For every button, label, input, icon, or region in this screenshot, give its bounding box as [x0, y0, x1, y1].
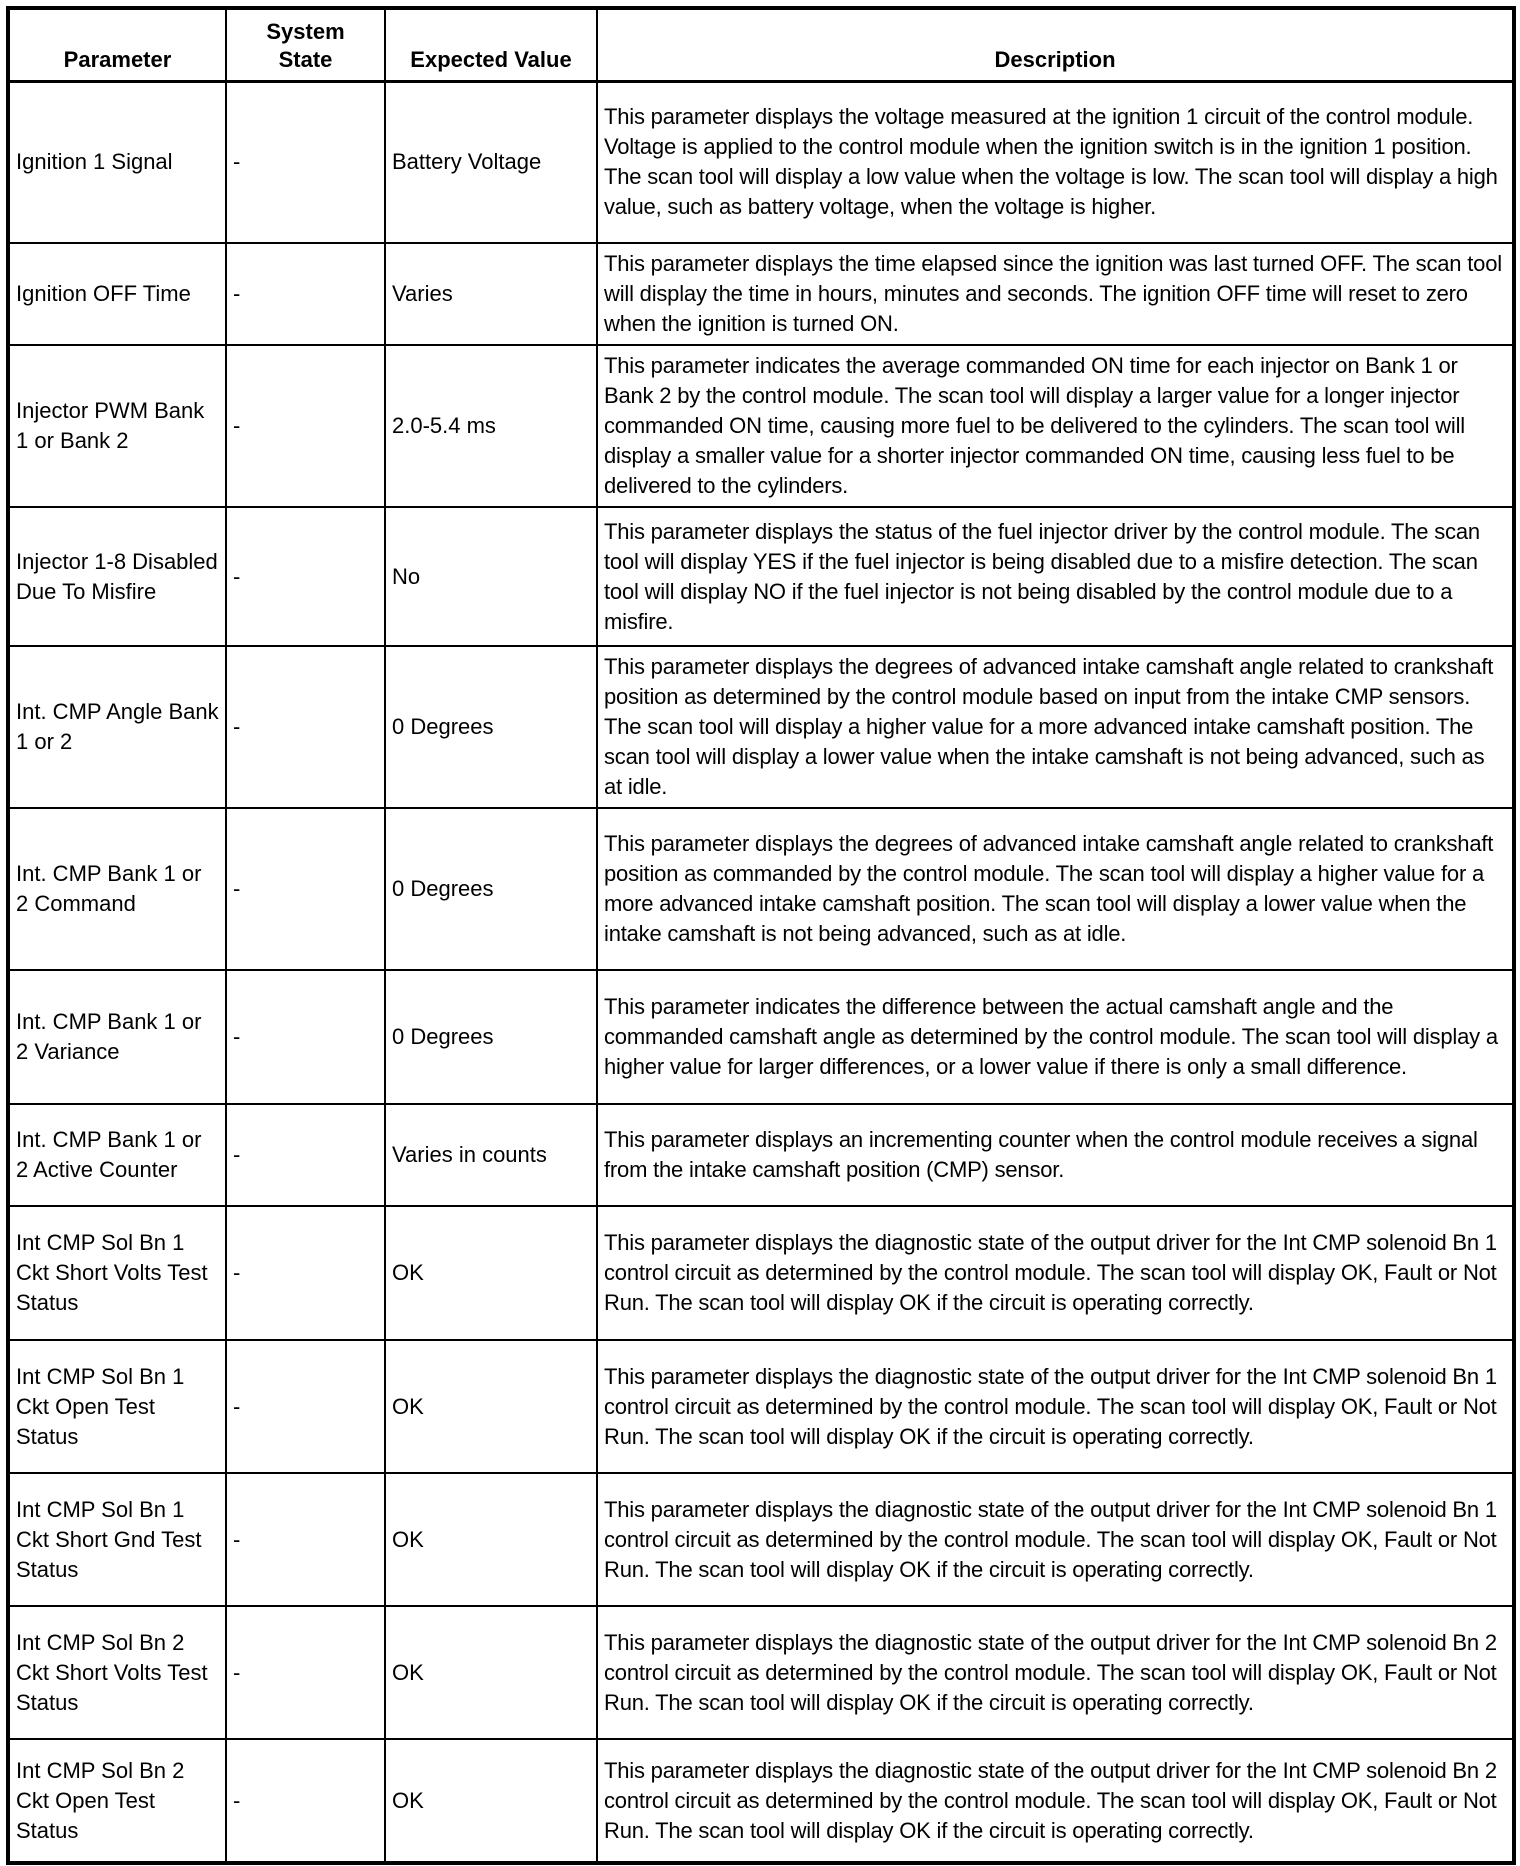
- table-row: [8, 345, 1514, 507]
- expected-value-cell: OK: [385, 1739, 597, 1863]
- description-cell: This parameter displays the diagnostic state of the output driver for the Int CMP solenoid Bn 1 control circuit as determined by the control module. The scan tool will display OK, Fault or Not Run. The scan tool will display OK if the circuit is operating correctly.: [597, 1340, 1514, 1473]
- table-row: [8, 243, 1514, 345]
- parameter-cell: Int. CMP Bank 1 or 2 Command: [8, 808, 226, 970]
- scan-tool-parameter-table: [6, 6, 1516, 1865]
- expected-value-cell: 0 Degrees: [385, 970, 597, 1104]
- header-system-state-label: System State: [266, 18, 345, 72]
- table-row: [8, 646, 1514, 808]
- expected-value-cell: Varies: [385, 243, 597, 345]
- table-row: [8, 1473, 1514, 1606]
- parameter-cell: Int. CMP Bank 1 or 2 Active Counter: [8, 1104, 226, 1206]
- expected-value-cell: OK: [385, 1340, 597, 1473]
- parameter-cell: Ignition OFF Time: [8, 243, 226, 345]
- header-parameter: Parameter: [8, 8, 226, 81]
- expected-value-cell: No: [385, 507, 597, 646]
- table-row: [8, 1206, 1514, 1340]
- description-cell: This parameter indicates the average commanded ON time for each injector on Bank 1 or Bank 2 by the control module. The scan tool will display a larger value for a longer injector commanded ON time, causing more fuel to be delivered to the cylinders. The scan tool will display a smaller value for a shorter injector commanded ON time, causing less fuel to be delivered to the cylinders.: [597, 345, 1514, 507]
- parameter-cell: Int. CMP Angle Bank 1 or 2: [8, 646, 226, 808]
- system-state-cell: -: [226, 970, 385, 1104]
- system-state-cell: -: [226, 507, 385, 646]
- header-description: Description: [597, 8, 1514, 81]
- parameter-cell: Int CMP Sol Bn 1 Ckt Open Test Status: [8, 1340, 226, 1473]
- description-cell: This parameter displays the status of the fuel injector driver by the control module. The scan tool will display YES if the fuel injector is being disabled due to a misfire detection. The scan tool will display NO if the fuel injector is not being disabled by the control module due to a misfire.: [597, 507, 1514, 646]
- system-state-cell: -: [226, 808, 385, 970]
- system-state-cell: -: [226, 1104, 385, 1206]
- expected-value-cell: 2.0-5.4 ms: [385, 345, 597, 507]
- expected-value-cell: Varies in counts: [385, 1104, 597, 1206]
- table-row: [8, 1606, 1514, 1739]
- expected-value-cell: OK: [385, 1473, 597, 1606]
- description-cell: This parameter displays an incrementing counter when the control module receives a signal from the intake camshaft position (CMP) sensor.: [597, 1104, 1514, 1206]
- header-expected-value: Expected Value: [385, 8, 597, 81]
- description-cell: This parameter displays the voltage measured at the ignition 1 circuit of the control module. Voltage is applied to the control module when the ignition switch is in the ignition 1 position. The scan tool will display a low value when the voltage is low. The scan tool will display a high value, such as battery voltage, when the voltage is higher.: [597, 81, 1514, 243]
- description-cell: This parameter displays the diagnostic state of the output driver for the Int CMP solenoid Bn 1 control circuit as determined by the control module. The scan tool will display OK, Fault or Not Run. The scan tool will display OK if the circuit is operating correctly.: [597, 1473, 1514, 1606]
- system-state-cell: -: [226, 646, 385, 808]
- table-row: [8, 1104, 1514, 1206]
- system-state-cell: -: [226, 1606, 385, 1739]
- parameter-cell: Injector PWM Bank 1 or Bank 2: [8, 345, 226, 507]
- expected-value-cell: OK: [385, 1606, 597, 1739]
- system-state-cell: -: [226, 345, 385, 507]
- description-cell: This parameter displays the degrees of advanced intake camshaft angle related to crankshaft position as commanded by the control module. The scan tool will display a higher value for a more advanced intake camshaft position. The scan tool will display a lower value when the intake camshaft is not being advanced, such as at idle.: [597, 808, 1514, 970]
- parameter-cell: Ignition 1 Signal: [8, 81, 226, 243]
- expected-value-cell: 0 Degrees: [385, 646, 597, 808]
- table-row: [8, 1340, 1514, 1473]
- parameter-cell: Int CMP Sol Bn 1 Ckt Short Volts Test Status: [8, 1206, 226, 1340]
- table-row: [8, 507, 1514, 646]
- table-row: [8, 81, 1514, 243]
- description-cell: This parameter displays the time elapsed since the ignition was last turned OFF. The scan tool will display the time in hours, minutes and seconds. The ignition OFF time will reset to zero when the ignition is turned ON.: [597, 243, 1514, 345]
- description-cell: This parameter displays the diagnostic state of the output driver for the Int CMP solenoid Bn 1 control circuit as determined by the control module. The scan tool will display OK, Fault or Not Run. The scan tool will display OK if the circuit is operating correctly.: [597, 1206, 1514, 1340]
- table-header-row: [8, 8, 1514, 81]
- parameter-cell: Injector 1-8 Disabled Due To Misfire: [8, 507, 226, 646]
- description-cell: This parameter displays the diagnostic state of the output driver for the Int CMP solenoid Bn 2 control circuit as determined by the control module. The scan tool will display OK, Fault or Not Run. The scan tool will display OK if the circuit is operating correctly.: [597, 1739, 1514, 1863]
- system-state-cell: -: [226, 243, 385, 345]
- parameter-cell: Int. CMP Bank 1 or 2 Variance: [8, 970, 226, 1104]
- parameter-cell: Int CMP Sol Bn 1 Ckt Short Gnd Test Status: [8, 1473, 226, 1606]
- system-state-cell: -: [226, 81, 385, 243]
- table-row: [8, 808, 1514, 970]
- table-row: [8, 970, 1514, 1104]
- expected-value-cell: OK: [385, 1206, 597, 1340]
- parameter-cell: Int CMP Sol Bn 2 Ckt Open Test Status: [8, 1739, 226, 1863]
- system-state-cell: -: [226, 1739, 385, 1863]
- header-system-state: [226, 8, 385, 81]
- system-state-cell: -: [226, 1340, 385, 1473]
- expected-value-cell: Battery Voltage: [385, 81, 597, 243]
- parameter-cell: Int CMP Sol Bn 2 Ckt Short Volts Test Status: [8, 1606, 226, 1739]
- description-cell: This parameter displays the degrees of advanced intake camshaft angle related to crankshaft position as determined by the control module based on input from the intake CMP sensors. The scan tool will display a higher value for a more advanced intake camshaft position. The scan tool will display a lower value when the intake camshaft is not being advanced, such as at idle.: [597, 646, 1514, 808]
- system-state-cell: -: [226, 1473, 385, 1606]
- parameter-table-container: [6, 6, 1512, 1865]
- system-state-cell: -: [226, 1206, 385, 1340]
- expected-value-cell: 0 Degrees: [385, 808, 597, 970]
- table-row: [8, 1739, 1514, 1863]
- description-cell: This parameter indicates the difference between the actual camshaft angle and the commanded camshaft angle as determined by the control module. The scan tool will display a higher value for larger differences, or a lower value if there is only a small difference.: [597, 970, 1514, 1104]
- description-cell: This parameter displays the diagnostic state of the output driver for the Int CMP solenoid Bn 2 control circuit as determined by the control module. The scan tool will display OK, Fault or Not Run. The scan tool will display OK if the circuit is operating correctly.: [597, 1606, 1514, 1739]
